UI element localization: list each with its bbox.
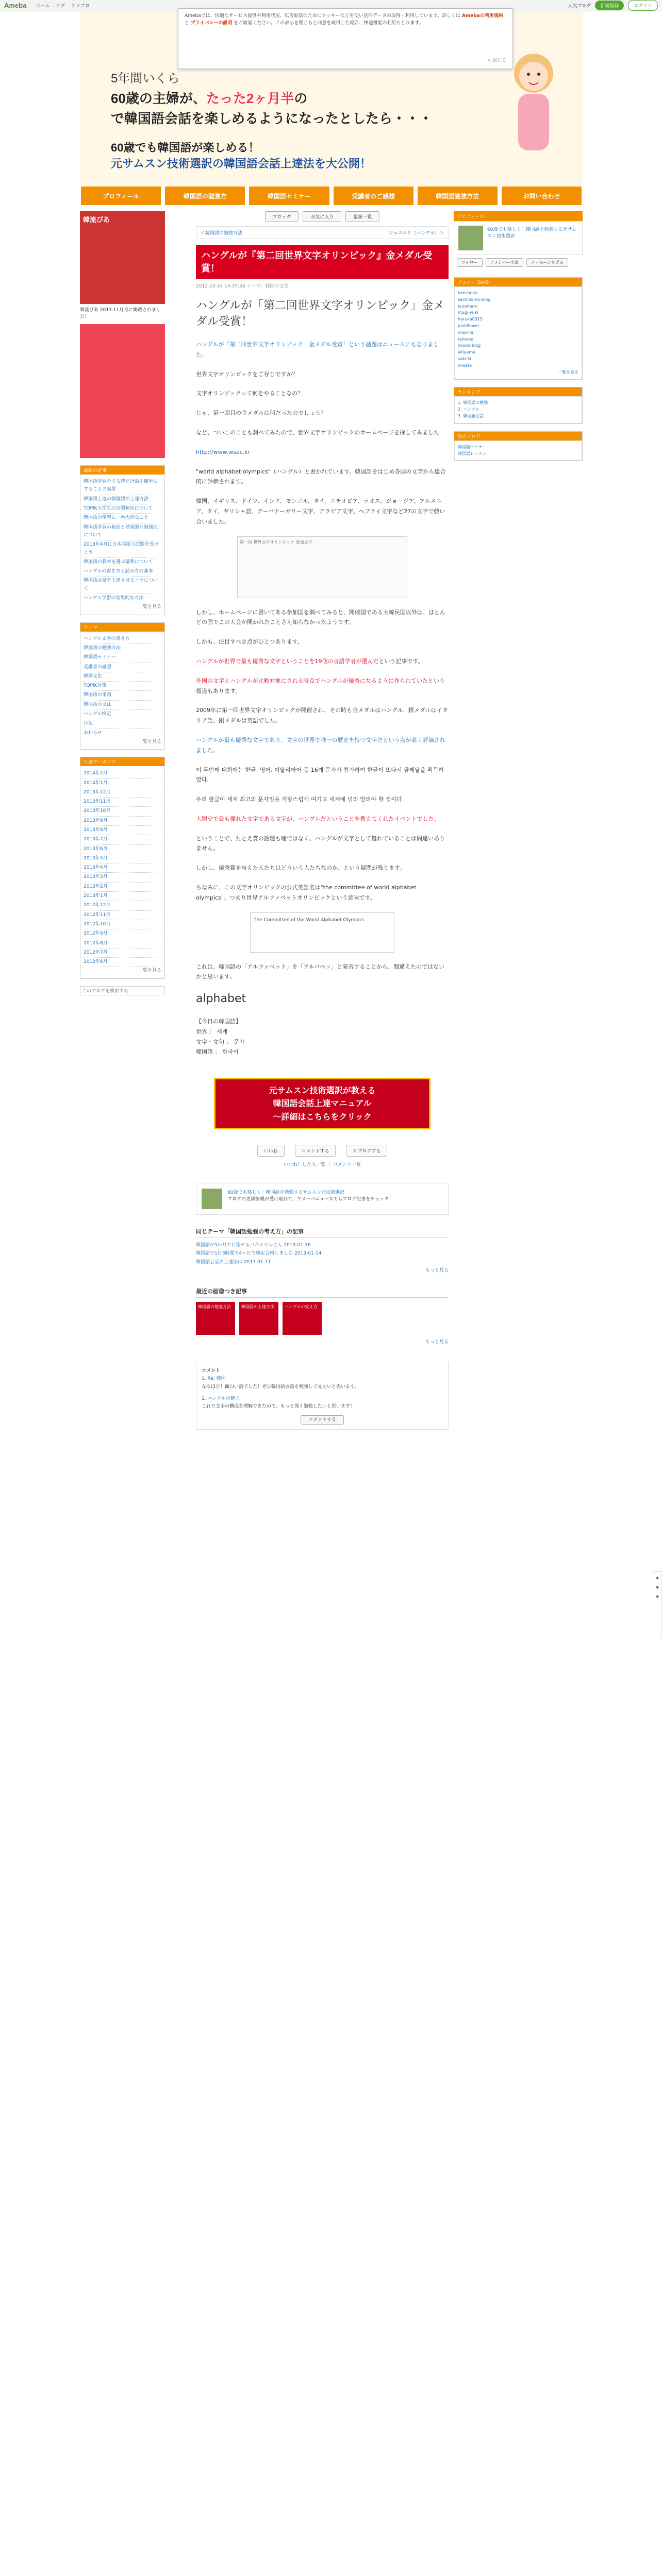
post-paragraph [196, 298, 449, 330]
notice-link-privacy[interactable]: プライバシーの説明 [190, 20, 233, 26]
theme-item[interactable]: ハングル文字の書き方 [84, 635, 161, 644]
blog-button[interactable]: ブロッグ [265, 211, 299, 222]
archive-item[interactable]: 2013年12月 [84, 788, 161, 798]
notice-link-terms[interactable]: Amebaの利用規約 [461, 13, 503, 19]
post-theme[interactable]: テーマ：韓国の文化 [246, 284, 289, 290]
reaction-bar [196, 1145, 449, 1157]
highlight-red: ハングルが世界で最も優秀な文字ということを19個の言語学者が選んだ [196, 657, 379, 665]
follow-label: フォロー [457, 280, 476, 285]
archive-item[interactable]: 2012年11月 [84, 911, 161, 920]
alphabet-word: alphabet [196, 992, 246, 1006]
login-button[interactable]: ログイン [628, 0, 658, 11]
scroll-controls [653, 1571, 662, 1638]
register-button[interactable]: 新規登録 [595, 1, 624, 10]
post-paragraph: 이 두번째 대회에는 한글, 영어, 이탈리아어 등 16개 문자가 참가하여 한글이 또다시 금메달을 획득하였다. [196, 766, 444, 784]
highlight-red: 人類史で最も優れた文字である文字が、ハングルだということを教えてくれたイベントでした。 [196, 815, 440, 822]
archive-item[interactable]: 2013年11月 [84, 798, 161, 807]
follow-item[interactable]: kanshoku [458, 291, 478, 295]
highlight-blue: ハングルが最も優秀な文字であり、文字の世界で唯一の歴史を持つ文字だという点が高く評価されました。 [196, 736, 445, 754]
follow-box [454, 277, 583, 380]
latest-post-item[interactable]: TOPIK大学生の出題傾向について [84, 504, 161, 514]
follow-count: 3045 [477, 280, 489, 285]
archive-item[interactable]: 2012年7月 [84, 948, 161, 958]
follow-item[interactable]: akiyama [458, 350, 476, 355]
follow-item[interactable]: haruka0315 [458, 317, 483, 322]
thumb-item[interactable]: 韓国語の勉強方法 [196, 1302, 235, 1335]
related-item[interactable]: 韓国語で1日3時間で4ヶ月で検定合格しました 2013-01-14 [196, 1251, 322, 1257]
profile-buttons [454, 255, 583, 270]
other-blog-item[interactable]: 韓国語セミナー [458, 444, 487, 449]
archive-item[interactable]: 2014年2月 [84, 769, 161, 778]
scroll-up-icon[interactable]: ▲ [655, 1575, 659, 1580]
post-paragraph: 文字オリンピックって何をやることなの？ [196, 390, 304, 397]
follow-item[interactable]: youko-blog [458, 343, 481, 348]
promo-line-1: 元サムスン技術選訳が教える [269, 1085, 376, 1095]
follow-more-link[interactable]: 一覧を見る [558, 369, 578, 375]
theme-item[interactable]: 受講者の感想 [84, 663, 161, 672]
magazine-image[interactable] [80, 211, 165, 304]
post-title[interactable]: ハングルが『第二回世界文字オリンピック』金メダル受賞！ [196, 245, 449, 279]
latest-post-item[interactable]: 韓国語上達の韓国語の上達方法 [84, 495, 161, 504]
nav-study[interactable]: 韓国語の勉強方 [164, 185, 246, 206]
main-content [196, 211, 449, 1430]
right-sidebar [454, 211, 583, 461]
comment-button[interactable]: コメントする [295, 1145, 336, 1157]
other-blogs-heading: 他のブログ [454, 432, 582, 440]
post-paragraph [196, 656, 449, 667]
highlight-red: 外国の文字とハングルが比較対象にされる時点でハングルが優秀になるように作られていた [196, 677, 428, 684]
reblog-button[interactable]: リブログする [346, 1145, 387, 1157]
archive-item[interactable]: 2013年4月 [84, 863, 161, 873]
thumb-item[interactable]: 韓国語の上達方法 [239, 1302, 278, 1335]
follow-item[interactable]: miso-ra [458, 330, 474, 335]
archive-item[interactable]: 2012年6月 [84, 958, 161, 967]
top-nav [36, 2, 90, 9]
follow-item[interactable]: pinkflower [458, 323, 479, 328]
profile-heading: プロフィール [454, 211, 583, 221]
archive-item[interactable]: 2013年2月 [84, 883, 161, 892]
themes-more-link[interactable]: 一覧を見る [138, 739, 161, 744]
archive-item[interactable]: 2014年1月 [84, 779, 161, 788]
latest-post-item[interactable]: 韓国語学習の秘訣と効果的な勉強法について [84, 523, 161, 541]
committee-caption: The Committee of the World Alphabet Olympics [254, 917, 365, 923]
left-sidebar [80, 211, 165, 995]
write-comment-button[interactable]: コメントする [301, 1415, 344, 1425]
scroll-down-icon[interactable]: ▼ [655, 1595, 659, 1599]
notice-text-1: Amebaでは、快適なサービス提供や利用状況、広告配信のためにクッキーなどを使い送信データの取得・利用しています。詳しくは [185, 13, 460, 19]
nav-profile[interactable]: プロフィール [80, 185, 162, 206]
latest-more-link[interactable]: 一覧を見る [138, 604, 161, 610]
external-link[interactable]: http://www.wsoc.kr [196, 448, 251, 455]
latest-post-item[interactable]: 韓国語会話を上達させるコツについて [84, 577, 161, 594]
banner-line-3: で韓国語会話を楽しめるようになったとしたら・・・ [111, 111, 433, 126]
latest-posts-box [80, 465, 165, 615]
banner-line-4-blue: 元サムスン技術選訳の韓国語会話上達法を大公開！ [111, 157, 371, 170]
magazine-caption: 韓流ぴあ 2013.11月号に掲載されました！ [80, 308, 161, 319]
post-paragraph[interactable]: ハングルが「第二回世界文字オリンピック」金メダル受賞！という話題はニュースにもなりました。 [196, 341, 439, 358]
comment-title[interactable]: 2. ハングルの魅力 [202, 1396, 240, 1402]
follow-item[interactable]: misato [458, 363, 472, 368]
archive-item[interactable]: 2013年10月 [84, 807, 161, 816]
post-paragraph: 世界文字オリンピックをご存じですか？ [196, 370, 298, 378]
archive-item[interactable]: 2013年3月 [84, 873, 161, 882]
post-paragraph: 韓国、イギリス、ドイツ、インド、モンゴル、タイ、エチオピア、ラオス、ジョージア、アルメニア、タイ、ギリシャ語、デーバナーガリー文字、アラビア文字、ヘブライ文字など27の文字で競い合いました。 [196, 498, 445, 525]
follow-item[interactable]: saki-ki [458, 356, 471, 361]
nav-method[interactable]: 韓国語勉強方法 [417, 185, 499, 206]
profile-box [454, 221, 583, 255]
author-name[interactable]: 60歳でも楽しく！韓国語を勉強するサムスン元技術選訳 [227, 1190, 345, 1196]
prev-post-link[interactable]: ＜韓国語の勉強方法 [201, 231, 243, 236]
thumbs-more-link[interactable]: もっと見る [425, 1340, 449, 1345]
related-item[interactable]: 韓国語会話の上達法は 2013-01-11 [196, 1259, 271, 1265]
post-paragraph: じゃ、第一回目の金メダルは何だったのでしょう？ [196, 410, 326, 417]
participants-table-image [237, 536, 407, 598]
themes-heading: テーマ [80, 623, 164, 632]
cookie-notice [178, 8, 513, 69]
post-paragraph [196, 991, 449, 1007]
archive-item[interactable]: 2013年9月 [84, 817, 161, 826]
follow-item[interactable]: kuromaru [458, 303, 478, 309]
promo-line-2: 韓国語会話上達マニュアル [273, 1098, 372, 1109]
post-paragraph: しかも、注目すべき点がひとつあります。 [196, 638, 303, 646]
profile-name[interactable]: 60歳でも楽しく！韓国語を勉強する元サムスン技術選訳 [487, 227, 577, 239]
follow-button[interactable]: フォロー [457, 258, 483, 267]
banner-line-2a: 60歳の主婦が、 [111, 91, 206, 106]
theme-item[interactable]: TOPIK対策 [84, 682, 161, 691]
blog-actions [196, 211, 449, 222]
amember-button[interactable]: アメンバー申請 [486, 258, 523, 267]
post-meta [196, 282, 449, 289]
post-paragraph: など、ついこのことも調べてみたので、世界文字オリンピックのホームページを探してみました [196, 429, 440, 436]
archive-list [80, 766, 164, 978]
archive-item[interactable]: 2013年6月 [84, 845, 161, 854]
theme-item[interactable]: ハングル検定 [84, 710, 161, 719]
post-big-heading: ハングルが「第二回世界文字オリンピック」金メダル受賞！ [196, 299, 445, 329]
themes-box [80, 622, 165, 750]
global-nav [80, 185, 583, 206]
table-caption: 第一回 世界文字オリンピック 参加文字 [240, 539, 312, 545]
ranking-item[interactable]: 1. 韓国語の勉強 [458, 400, 488, 405]
archive-item[interactable]: 2012年9月 [84, 929, 161, 939]
ranking-item[interactable]: 3. 韓国語会話 [458, 413, 484, 418]
banner-line-4a: 60歳でも韓国語が楽しめる！ [111, 141, 260, 154]
other-blogs-list [454, 440, 582, 461]
nav-reviews[interactable]: 受講者のご感想 [333, 185, 415, 206]
post-text: という記事です。 [378, 657, 424, 665]
archive-box [80, 757, 165, 979]
share-icon[interactable]: ◆ [655, 1585, 659, 1589]
thumb-list [196, 1302, 449, 1335]
post-paragraph: これは、韓国語の「アルファベット」を「アルパベッ」と発音することから、間違えたのではないかと思います。 [196, 963, 445, 980]
latest-posts-heading: 最新の記事 [80, 466, 164, 474]
comments-heading: コメント [202, 1368, 221, 1374]
post-paragraph: ということで、たとえ賞の話題も嘘ではなく、ハングルが文字として優れていることは間違いありません。 [196, 835, 445, 852]
ranking-heading: ランキング [454, 387, 582, 396]
author-desc: ブログの更新情報が受け取れて、アメーバニュースでもブログ記事をチェック！ [227, 1197, 394, 1202]
other-blogs-box [454, 431, 583, 462]
ameba-logo[interactable]: Ameba [4, 2, 27, 9]
notice-text-3: をご確認ください。この表示を閉じると同意を取得した場合、快適機能の利用もとれます。 [234, 20, 424, 26]
archive-item[interactable]: 2013年7月 [84, 835, 161, 844]
theme-item[interactable]: お知らせ [84, 729, 161, 738]
profile-avatar[interactable] [458, 226, 483, 250]
latest-post-item[interactable]: ハングル学習の効果的な方法 [84, 594, 161, 603]
archive-item[interactable]: 2013年5月 [84, 854, 161, 863]
author-avatar[interactable] [202, 1189, 222, 1209]
follow-heading [454, 278, 582, 286]
archive-item[interactable]: 2012年8月 [84, 939, 161, 948]
top-nav-pigg[interactable]: ピグ [56, 4, 65, 9]
reaction-links[interactable]: いいね！した人一覧 ｜ コメント一覧 [284, 1162, 361, 1168]
banner-line-2-red: たった2ヶ月半 [206, 91, 294, 106]
post-paragraph: "world alphabet olympics"（ハングル）と書かれています。韓国語をはじめ各国の文字から総合的に評価されます。 [196, 468, 446, 485]
archive-more-link[interactable]: 一覧を見る [138, 968, 161, 974]
theme-item[interactable]: 韓国文化 [84, 672, 161, 682]
related-more-link[interactable]: もっと見る [425, 1267, 449, 1273]
nav-seminar[interactable]: 韓国語セミナー [248, 185, 330, 206]
favorite-button[interactable]: お気に入り [303, 211, 341, 222]
latest-post-item[interactable]: 韓国語学習をする時だけ話を簡単にすることの効果 [84, 478, 161, 495]
nav-contact[interactable]: お問い合わせ [501, 185, 583, 206]
top-right [568, 0, 658, 11]
banner-line-2b: の [294, 91, 308, 106]
latest-post-item[interactable]: 2013年4月に日本語能力試験を受けよう [84, 540, 161, 558]
post-date: 2012-10-14 14:37:56 [196, 284, 245, 290]
comment-body: これで文字の構成を理解できたので、もっと深く勉強したいと思います！ [202, 1404, 355, 1410]
archive-item[interactable]: 2012年12月 [84, 901, 161, 910]
thumb-item[interactable]: ハングルの覚え方 [283, 1302, 322, 1335]
like-button[interactable]: いいね [257, 1145, 285, 1157]
post-pager [196, 226, 449, 239]
promo-line-3: ～詳細はこちらをクリック [273, 1112, 372, 1122]
magazine-cover-image[interactable] [80, 324, 165, 458]
latest-list-button[interactable]: 最新一覧 [345, 211, 379, 222]
popular-blog-link[interactable]: 人気ブログ [568, 4, 591, 9]
top-nav-ameblo[interactable]: アメブロ [71, 4, 90, 9]
theme-item[interactable]: 日記 [84, 719, 161, 728]
other-blog-item[interactable]: 韓国語レッスン [458, 451, 487, 456]
themes-list [80, 632, 164, 750]
related-item[interactable]: 韓国語が5か月で目指せるバネイヤルさん 2013-01-16 [196, 1243, 311, 1248]
same-theme-heading: 同じテーマ「韓国語勉強の考え方」の記事 [196, 1227, 449, 1238]
banner-line-1: 5年間いくら [111, 72, 180, 86]
post-body [196, 298, 449, 1057]
message-button[interactable]: メッセージを送る [526, 258, 569, 267]
follow-item[interactable]: tomoko [458, 336, 473, 342]
post-paragraph: しかし、優秀賞を与えた人たちはどういう人たちなのか、という疑問が残ります。 [196, 865, 406, 872]
post-paragraph: 2009年に第一回世界文字オリンピックが開催され、その時も金メダルはハングル、銀メダルはイタリア語、銅メダルは英語でした。 [196, 707, 448, 724]
latest-post-item[interactable]: 韓国語の教材を選ぶ基準について [84, 558, 161, 567]
promo-banner[interactable] [214, 1078, 431, 1129]
latest-post-item[interactable]: 韓国語の学習に一番大切なこと [84, 514, 161, 523]
blog-search-input[interactable] [80, 986, 165, 995]
post-text: という報道もあります。 [196, 677, 445, 694]
post-paragraph [196, 676, 449, 697]
theme-item[interactable]: 韓国語の単語 [84, 691, 161, 700]
author-box [196, 1183, 449, 1215]
comments-box [196, 1362, 449, 1430]
theme-item[interactable]: 韓国語セミナー [84, 653, 161, 663]
archive-item[interactable]: 2013年1月 [84, 892, 161, 901]
top-nav-home[interactable]: ホーム [36, 4, 50, 9]
follow-item[interactable]: mugi-yuki [458, 310, 478, 315]
follow-item[interactable]: sachiko-no-blog [458, 297, 491, 302]
post-paragraph: ちなみに、この文字オリンピックの公式英語名は"the committee of world alphabet olympics"。つまり世界アルファベットオリンピックという意味です。 [196, 884, 417, 901]
author-info [227, 1189, 393, 1209]
banner-line-2 [111, 89, 433, 129]
post-paragraph: 우리 한글이 세계 최고의 문자임을 자랑스럽게 여기고 세계에 널리 알려야 할 것이다. [196, 796, 404, 803]
today-korean: 【今日の韓国語】 世界 ： 세계 文字・文句 ： 문자 韓国語 ： 한국어 [196, 1018, 245, 1056]
post-paragraph: しかし、ホームページに書いてある参加国を調べてみると、開催国である大韓民国以外は、ほとんどの国でこの大会が開かれたことさえ知らなかったようです。 [196, 608, 445, 626]
notice-close-button[interactable]: × 閉じる [487, 58, 506, 63]
notice-text-2: と [185, 20, 190, 26]
banner-line-4 [111, 140, 371, 172]
theme-item[interactable]: 韓国語の文法 [84, 701, 161, 710]
latest-posts-list [80, 474, 164, 614]
theme-item[interactable]: 韓国語の勉強方法 [84, 644, 161, 653]
ranking-list [454, 396, 582, 423]
thumbs-heading: 最近の画像つき記事 [196, 1287, 449, 1298]
archive-item[interactable]: 2013年8月 [84, 826, 161, 835]
archive-item[interactable]: 2012年10月 [84, 920, 161, 929]
related-list [196, 1241, 449, 1275]
follow-list [454, 286, 582, 379]
latest-post-item[interactable]: ハングルの書き方と読み方の基本 [84, 567, 161, 577]
ranking-item[interactable]: 2. ハングル [458, 407, 479, 412]
archive-heading: 月別アーカイブ [80, 757, 164, 766]
ranking-box [454, 387, 583, 423]
magazine-title: 韓流ぴあ [83, 216, 110, 224]
comment-title[interactable]: 1. Re: 韓国 [202, 1376, 226, 1382]
comment-body: なるほど！面白い話でした！ぜひ韓国語会話を勉強して見たいと思います。 [202, 1384, 359, 1389]
committee-image [250, 912, 394, 953]
next-post-link[interactable]: ジュコムリ（ハングル）＞ [388, 231, 444, 236]
